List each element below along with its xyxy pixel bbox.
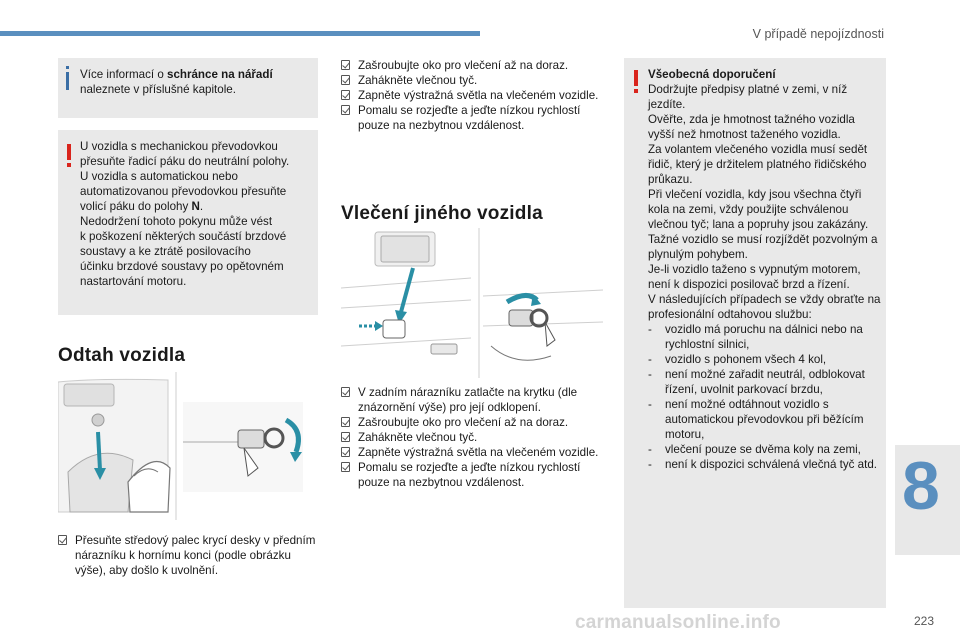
odtah-heading: Odtah vozidla — [58, 345, 186, 366]
towing-steps-top — [341, 58, 603, 133]
warning-text: U vozidla s mechanickou převodovkou přesuňte řadicí páku do neutrální polohy. U vozidla s automatickou nebo automatizovanou převodovkou přesuňte volicí páku do polohy N. Nedodržení tohoto pokynu může vést k poškození některých součástí brzdové soustavy a ke ztrátě posilovacího účinku brzdové soustavy po opětovném nastartování motoru. — [80, 140, 290, 288]
checkbox-bullet-icon — [341, 90, 350, 100]
checkbox-bullet-icon — [341, 432, 350, 442]
odtah-steps — [58, 533, 320, 578]
list-item: - není k dispozici schválená vlečná tyč atd. — [648, 457, 884, 472]
list-item: Přesuňte středový palec krycí desky v předním nárazníku k hornímu konci (podle obrázku výše), aby došlo k uvolnění. — [58, 533, 320, 578]
chapter-number: 8 — [902, 448, 940, 524]
warning-box — [58, 130, 318, 315]
list-item: Zašroubujte oko pro vlečení až na doraz. — [341, 58, 603, 73]
list-item: - vlečení pouze se dvěma koly na zemi, — [648, 442, 884, 457]
list-item: - není možné odtáhnout vozidlo s automatickou převodovkou při běžícím motoru, — [648, 397, 884, 442]
vleceni-steps — [341, 385, 607, 490]
list-item: V zadním nárazníku zatlačte na krytku (dle znázornění výše) pro její odklopení. — [341, 385, 607, 415]
list-item: Zahákněte vlečnou tyč. — [341, 73, 603, 88]
list-item: - není možné zařadit neutrál, odblokovat řízení, uvolnit parkovací brzdu, — [648, 367, 884, 397]
list-item: - vozidlo má poruchu na dálnici nebo na rychlostní silnici, — [648, 322, 884, 352]
warning-icon — [67, 144, 71, 160]
general-title: Všeobecná doporučení — [648, 68, 776, 81]
checkbox-bullet-icon — [58, 535, 67, 545]
list-item: Pomalu se rozjeďte a jeďte nízkou rychlostí pouze na nezbytnou vzdálenost. — [341, 460, 607, 490]
warning-icon — [634, 70, 638, 86]
checkbox-bullet-icon — [341, 75, 350, 85]
checkbox-bullet-icon — [341, 462, 350, 472]
list-item: Pomalu se rozjeďte a jeďte nízkou rychlostí pouze na nezbytnou vzdálenost. — [341, 103, 603, 133]
info-box — [58, 58, 318, 118]
checkbox-bullet-icon — [341, 417, 350, 427]
checkbox-bullet-icon — [341, 60, 350, 70]
vleceni-heading: Vlečení jiného vozidla — [341, 203, 543, 224]
general-cases-list — [648, 322, 884, 472]
checkbox-bullet-icon — [341, 447, 350, 457]
info-text: Více informací o schránce na nářadí naleznete v příslušné kapitole. — [80, 68, 273, 96]
list-item: Zapněte výstražná světla na vlečeném vozidle. — [341, 445, 607, 460]
watermark: carmanualsonline.info — [575, 612, 781, 633]
general-recommendations-box — [624, 58, 886, 608]
general-recommendations-text: Všeobecná doporučení Dodržujte předpisy platné v zemi, v níž jezdíte. Ověřte, zda je hmotnost tažného vozidla vyšší než hmotnost taženého vozidla. Za volantem vlečeného vozidla musí sedět řidič, který je držitelem platného řidičského průkazu. Při vlečení vozidla, kdy jsou všechna čtyři kola na zemi, vždy použijte schválenou vlečnou tyč; lana a popruhy jsou zakázány. Tažné vozidlo se musí rozjíždět pozvolným a plynulým pohybem. Je-li vozidlo taženo s vypnutým motorem, není k dispozici posilovač brzd a řízení. V následujících případech se vždy obraťte na profesionální odtahovou službu: - vozidlo má poruchu na dálnici nebo na rychlostní silnici, - vozidlo s pohonem všech 4 kol, - není možné zařadit neutrál, odblokovat řízení, uvolnit parkovací brzdu, - není možné odtáhnout vozidlo s automatickou převodovkou při běžícím motoru, - vlečení pouze se dvěma koly na zemi, - není k dispozici schválená vlečná tyč atd. — [648, 67, 884, 472]
list-item: - vozidlo s pohonem všech 4 kol, — [648, 352, 884, 367]
info-icon — [66, 72, 69, 90]
rear-bumper-illustration — [341, 228, 603, 378]
page-header-title: V případě nepojízdnosti — [752, 27, 884, 41]
checkbox-bullet-icon — [341, 387, 350, 397]
list-item: Zapněte výstražná světla na vlečeném vozidle. — [341, 88, 603, 103]
list-item: Zahákněte vlečnou tyč. — [341, 430, 607, 445]
page-number: 223 — [914, 614, 935, 628]
front-bumper-illustration — [58, 372, 318, 520]
header-accent-bar — [0, 31, 480, 36]
list-item: Zašroubujte oko pro vlečení až na doraz. — [341, 415, 607, 430]
checkbox-bullet-icon — [341, 105, 350, 115]
info-bold-link: schránce na nářadí — [167, 68, 273, 81]
